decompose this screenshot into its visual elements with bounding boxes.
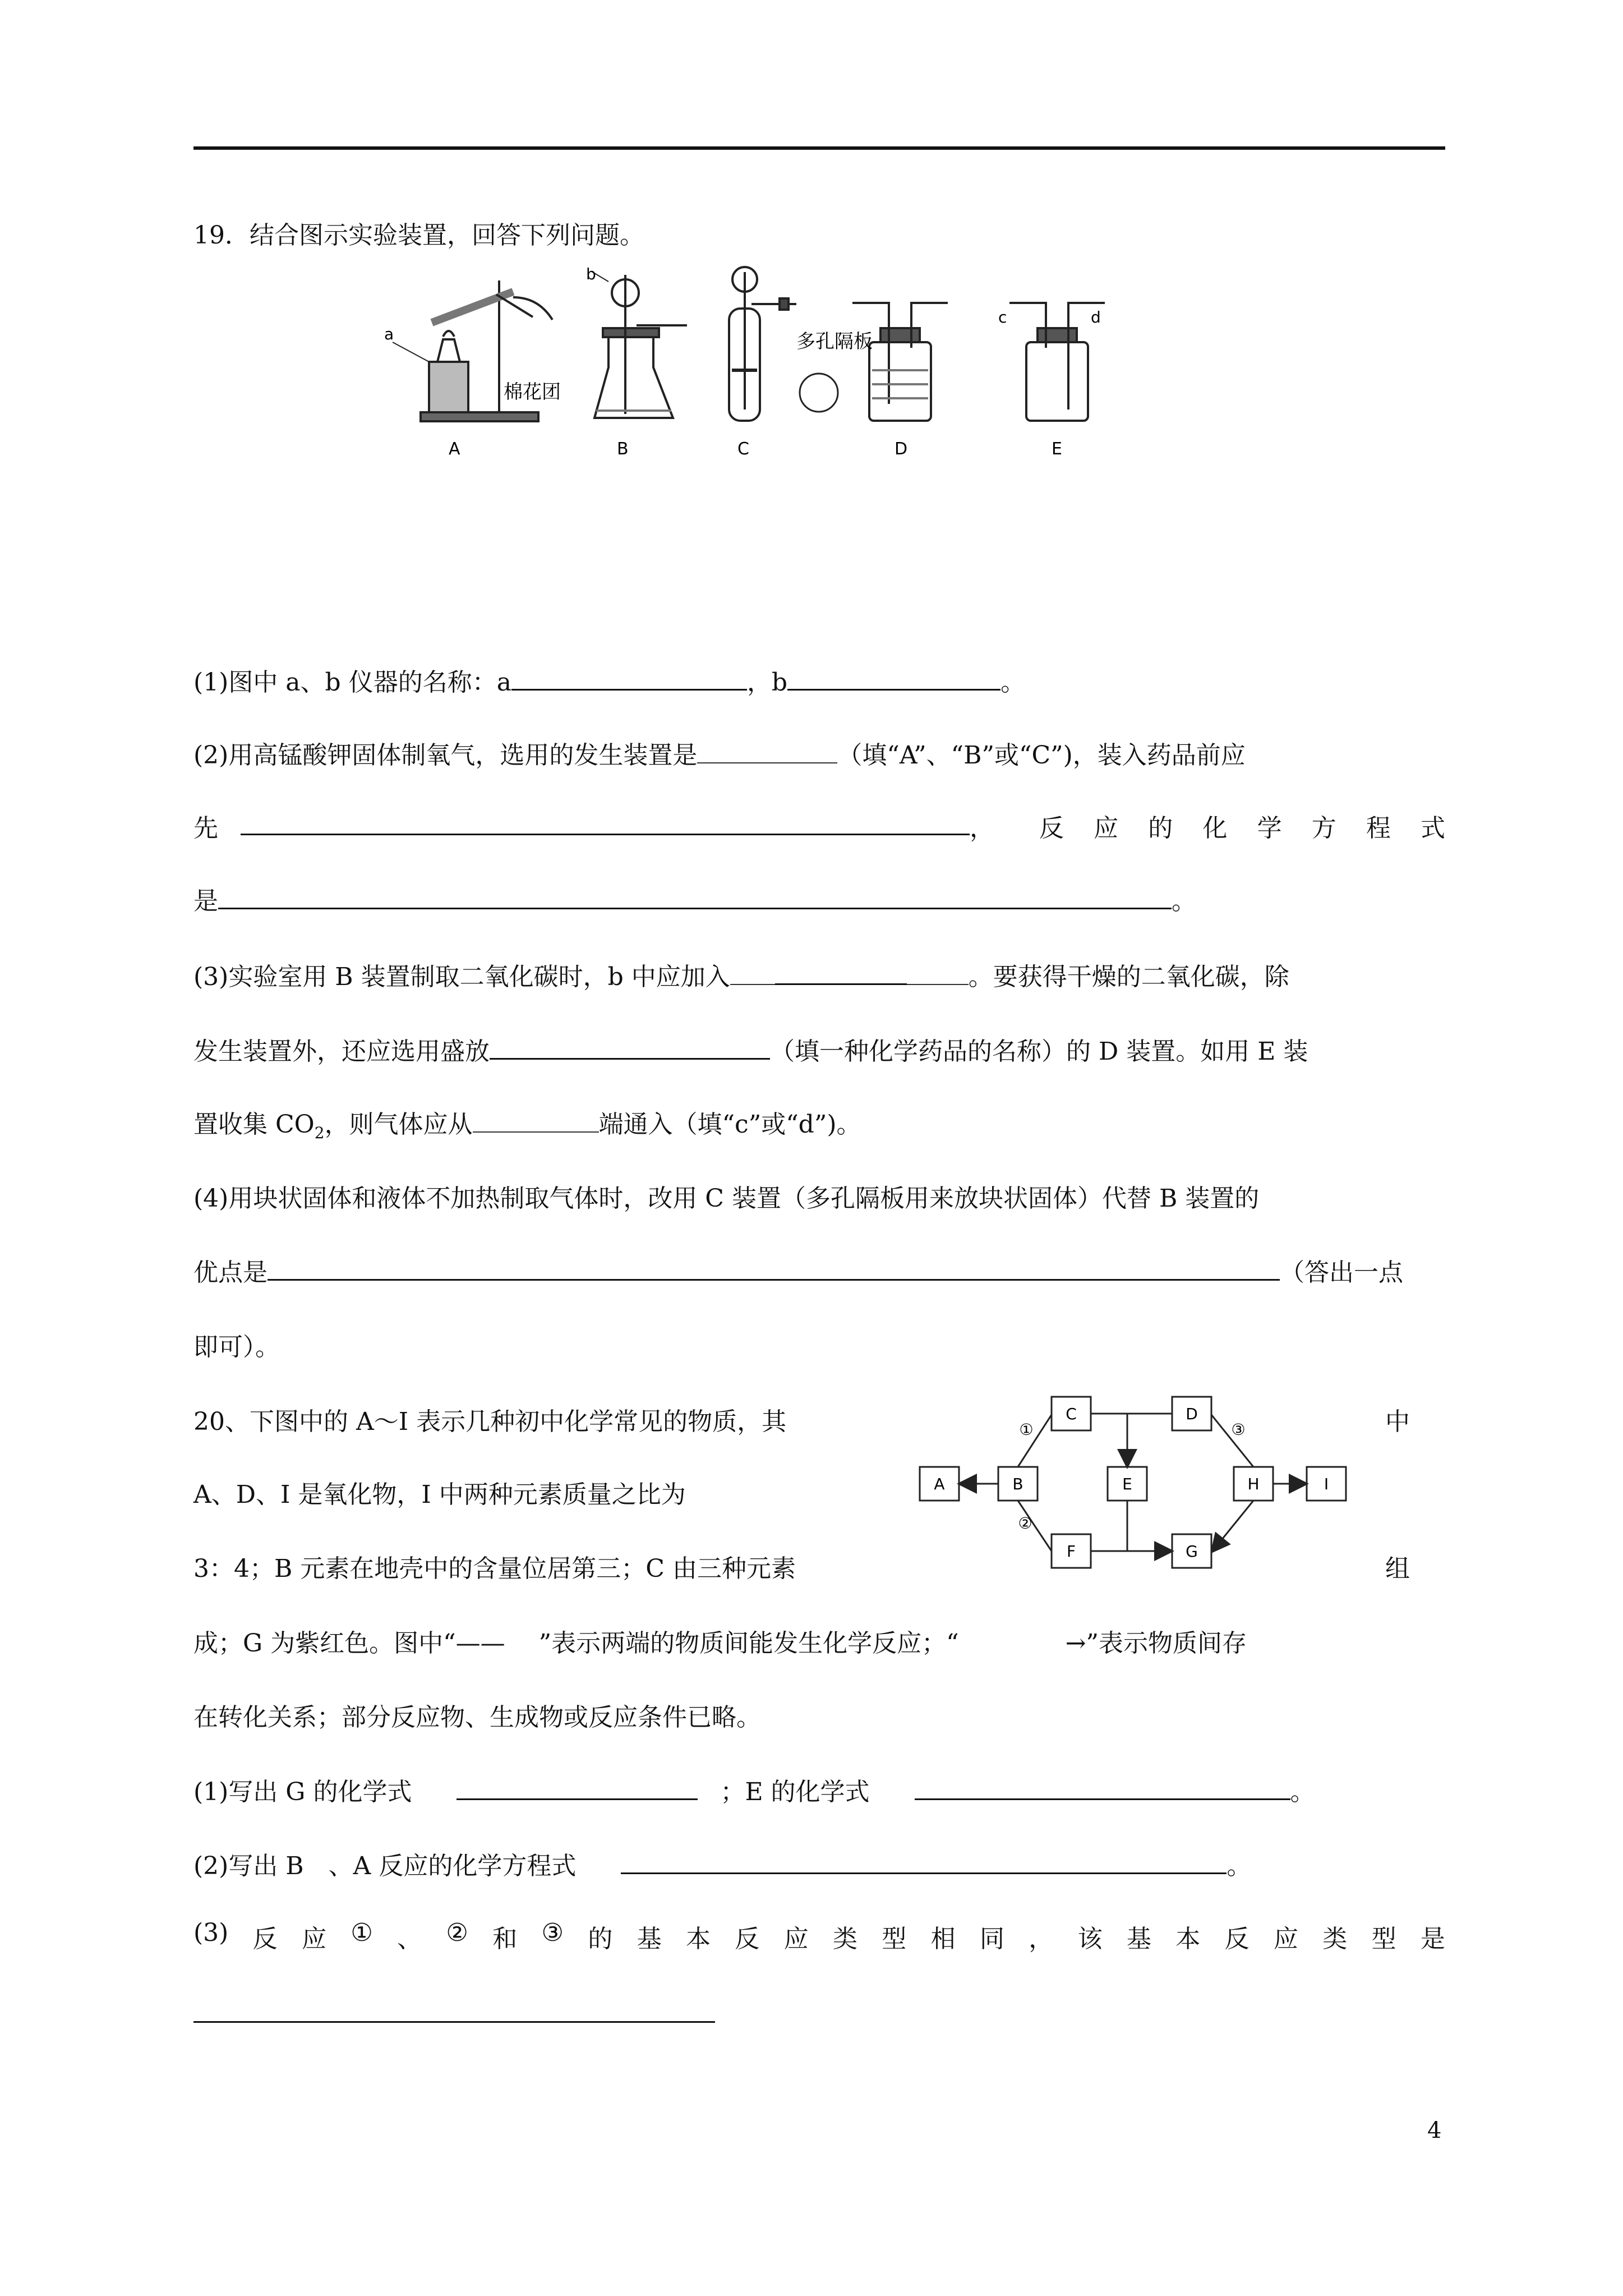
q19-part2-line1: (2)用高锰酸钾固体制氧气，选用的发生装置是 （填“A”、“B”或“C”)，装入药品前应 <box>193 735 1246 771</box>
caption-e: E <box>1052 439 1062 459</box>
label-c: c <box>998 308 1007 326</box>
q19-part3-line2: 发生装置外，还应选用盛放 （填一种化学药品的名称）的 D 装置。如用 E 装 <box>193 1031 1308 1067</box>
q20-line4: 成；G 为紫红色。图中“—— ”表示两端的物质间能发生化学反应；“ →”表示物质间存 <box>193 1629 1247 1658</box>
apparatus-d <box>852 303 948 421</box>
q20-sub3: (3) 反 应 ① 、 ② 和 ③ 的 基 本 反 应 类 型 相 同 ， 该 基 本 反 应 类 型 是 <box>193 1918 1445 1953</box>
answer-blank-port[interactable] <box>473 1106 599 1133</box>
q20-line1: 20、下图中的 A～I 表示几种初中化学常见的物质，其 <box>193 1407 787 1436</box>
q20-sub2: (2)写出 B 、A 反应的化学方程式 。 <box>193 1846 1251 1881</box>
q19-part4-line1: (4)用块状固体和液体不加热制取气体时，改用 C 装置（多孔隔板用来放块状固体）代替 B 装置的 <box>193 1184 1260 1213</box>
answer-blank-advantage[interactable] <box>268 1253 1280 1281</box>
answer-blank-reagent[interactable] <box>775 958 907 985</box>
answer-blank-a[interactable] <box>511 663 747 691</box>
q19-part4-line3: 即可）。 <box>193 1333 280 1361</box>
caption-d: D <box>895 439 908 459</box>
caption-c: C <box>737 439 749 459</box>
node-a-label: A <box>934 1475 945 1493</box>
caption-b: B <box>617 439 629 459</box>
q19-part2-line2: 先 ， 反 应 的 化 学 方 程 式 <box>193 808 1445 844</box>
q20-line1-end: 中 <box>1385 1407 1410 1436</box>
answer-blank-g-formula[interactable] <box>457 1773 698 1800</box>
label-cotton: 棉花团 <box>504 381 561 403</box>
answer-blank-prior-step[interactable] <box>241 808 970 835</box>
apparatus-b <box>592 272 687 418</box>
label-a: a <box>384 325 394 343</box>
answer-blank-e-formula[interactable] <box>915 1773 1290 1800</box>
q20-sub1: (1)写出 G 的化学式 ；E 的化学式 。 <box>193 1772 1315 1807</box>
q19-part3-line1: (3)实验室用 B 装置制取二氧化碳时，b 中应加入 。要获得干燥的二氧化碳，除 <box>193 956 1289 992</box>
answer-blank-reaction-type[interactable] <box>193 2021 715 2023</box>
label-d: d <box>1091 308 1101 326</box>
q19-part4-line2: 优点是 （答出一点 <box>193 1252 1403 1288</box>
header-rule <box>193 146 1445 150</box>
q20-line3-end: 组 <box>1385 1554 1410 1583</box>
answer-blank-b[interactable] <box>787 663 1000 691</box>
apparatus-figure <box>381 264 1127 466</box>
node-c-label: C <box>1066 1405 1077 1423</box>
node-e-label: E <box>1122 1475 1132 1493</box>
caption-a: A <box>449 439 460 459</box>
q19-part3-line3: 置收集 $CO_2$，则气体应从 端通入（填“c”或“d”)。 <box>193 1104 861 1142</box>
reaction-diagram <box>914 1386 1368 1571</box>
node-f-label: F <box>1066 1542 1076 1561</box>
answer-blank-equation[interactable] <box>218 882 1172 909</box>
answer-blank-drying-agent[interactable] <box>490 1032 770 1060</box>
q19-part1: (1)图中 a、b 仪器的名称：a ，b 。 <box>193 662 1025 698</box>
reaction-mark-3: ③ <box>1231 1420 1246 1439</box>
q19-title: 19．结合图示实验装置，回答下列问题。 <box>193 221 644 250</box>
label-porous-plate: 多孔隔板 <box>796 330 873 353</box>
node-i-label: I <box>1324 1475 1329 1493</box>
reaction-mark-2: ② <box>1018 1514 1032 1533</box>
answer-blank-device[interactable] <box>697 737 837 763</box>
q20-line5: 在转化关系；部分反应物、生成物或反应条件已略。 <box>193 1703 761 1732</box>
node-d-label: D <box>1186 1405 1198 1423</box>
q20-line2: A、D、I 是氧化物，I 中两种元素质量之比为 <box>193 1480 686 1509</box>
q19-part2-line3: 是 。 <box>193 881 1196 917</box>
q20-line3: 3：4；B 元素在地壳中的含量位居第三；C 由三种元素 <box>193 1554 796 1583</box>
node-h-label: H <box>1247 1475 1260 1493</box>
reaction-mark-1: ① <box>1019 1420 1034 1439</box>
answer-blank-ba-equation[interactable] <box>621 1847 1227 1874</box>
page-number: 4 <box>1427 2118 1442 2143</box>
node-b-label: B <box>1012 1475 1023 1493</box>
node-g-label: G <box>1186 1542 1198 1561</box>
label-b: b <box>586 265 596 283</box>
